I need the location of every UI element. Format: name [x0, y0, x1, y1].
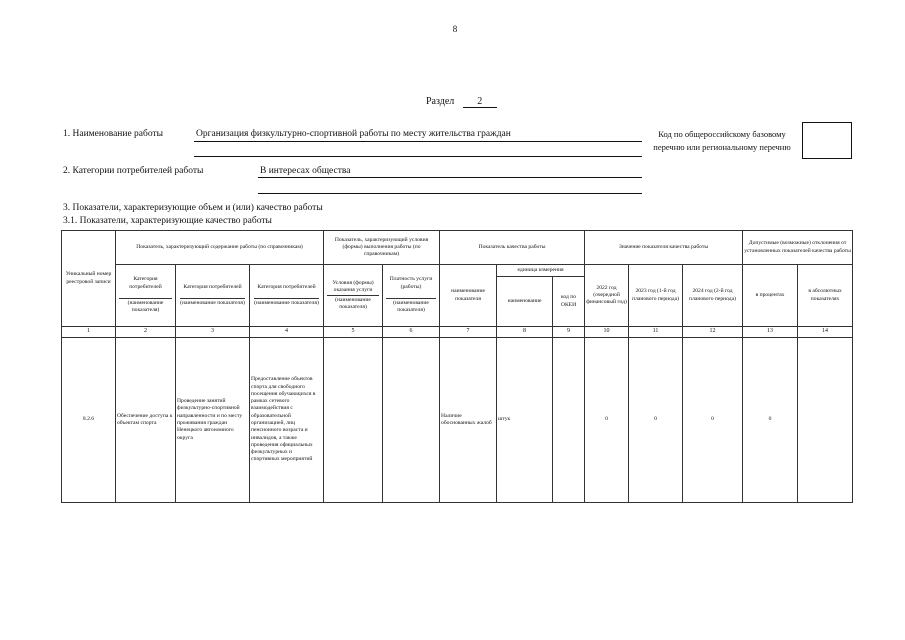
indicators-title: 3. Показатели, характеризующие объем и (или) качество работы: [63, 203, 323, 213]
work-name-label: 1. Наименование работы: [63, 129, 164, 139]
header-conditions: Показатель, характеризующий условия (формы) выполнения работы (по справочникам): [324, 231, 440, 265]
work-name-underline-2: [194, 156, 642, 157]
col-number: 6: [383, 327, 440, 338]
cell-content-1: Обеспечение доступа к объектам спорта: [116, 338, 176, 503]
col-number: 8: [497, 327, 553, 338]
cell-payment: [383, 338, 440, 503]
category-label: 2. Категории потребителей работы: [63, 166, 204, 176]
cell-content-3: Предоставление объектов спорта для свободного посещения обучающихся в рамках сетевого взаимодействия с образовательной организацией, лиц пенсионного возраста и инвалидов, а также проведения официальных физкультурных и спортивных мероприятий: [250, 338, 324, 503]
cell-unit-name: штук: [497, 338, 553, 503]
header-quality: Показатель качества работы: [440, 231, 585, 265]
cell-year-2024: 0: [683, 338, 743, 503]
col-number: 10: [585, 327, 629, 338]
category-underline-2: [258, 193, 642, 194]
col-number: 9: [553, 327, 585, 338]
col-number: 14: [798, 327, 853, 338]
page-number: 8: [452, 24, 458, 34]
col-number: 12: [683, 327, 743, 338]
cell-year-2022: 0: [585, 338, 629, 503]
col-number: 13: [743, 327, 798, 338]
cell-okei: [553, 338, 585, 503]
header-percent: в процентах: [743, 265, 798, 327]
code-box: [802, 122, 852, 159]
cell-absolute: [798, 338, 853, 503]
col-number: 7: [440, 327, 497, 338]
table-row: [62, 338, 853, 503]
col-number: 11: [629, 327, 683, 338]
quality-table: [61, 230, 853, 503]
col-number: 4: [250, 327, 324, 338]
header-indicator-name: наименование показателя: [440, 265, 497, 327]
cell-indicator-name: Наличие обоснованных жалоб: [440, 338, 497, 503]
header-unit-name: наименование: [497, 277, 553, 327]
cell-registry: 8.2.6: [62, 338, 116, 503]
header-category-3: Категория потребителей (наименование показателя): [250, 265, 324, 327]
header-values: Значение показателя качества работы: [585, 231, 743, 265]
header-year-2022: 2022 год (очередной финансовый год): [585, 265, 629, 327]
header-year-2024: 2024 год (2-й год планового периода): [683, 265, 743, 327]
col-number: 2: [116, 327, 176, 338]
category-underline: [258, 177, 642, 178]
section-heading: [426, 96, 497, 108]
header-okei: код по ОКЕИ: [553, 277, 585, 327]
section-label: Раздел: [426, 96, 455, 107]
col-number: 1: [62, 327, 116, 338]
header-absolute: в абсолютных показателях: [798, 265, 853, 327]
section-number: 2: [463, 96, 497, 108]
header-year-2023: 2023 год (1-й год планового периода): [629, 265, 683, 327]
header-category-1: Категория потребителей (наименование показателя): [116, 265, 176, 327]
header-unit: единица измерения: [497, 265, 585, 277]
header-category-2: Категория потребителей (наименование показателя): [176, 265, 250, 327]
cell-percent: 0: [743, 338, 798, 503]
header-registry: Уникальный номер реестровой записи: [62, 231, 116, 327]
category-value: В интересах общества: [260, 166, 351, 176]
col-number: 5: [324, 327, 383, 338]
cell-content-2: Проведение занятий физкультурно-спортивной направленности и по месту проживания граждан Ненецкого автономного округа: [176, 338, 250, 503]
work-name-underline: [194, 141, 642, 142]
cell-condition-form: [324, 338, 383, 503]
header-content: Показатель, характеризующий содержание работы (по справочникам): [116, 231, 324, 265]
col-number: 3: [176, 327, 250, 338]
header-condition-form: Условия (формы) оказания услуги (наименование показателя): [324, 265, 383, 327]
work-name-value: Организация физкультурно-спортивной работы по месту жительства граждан: [196, 129, 511, 139]
quality-title: 3.1. Показатели, характеризующие качество работы: [63, 216, 272, 226]
code-label: Код по общероссийскому базовому перечню или региональному перечню: [653, 129, 791, 152]
column-numbers-row: [62, 327, 853, 338]
header-deviation: Допустимые (возможные) отклонения от установленных показателей качества работы: [743, 231, 853, 265]
cell-year-2023: 0: [629, 338, 683, 503]
header-payment: Платность услуги (работы) (наименование показателя): [383, 265, 440, 327]
